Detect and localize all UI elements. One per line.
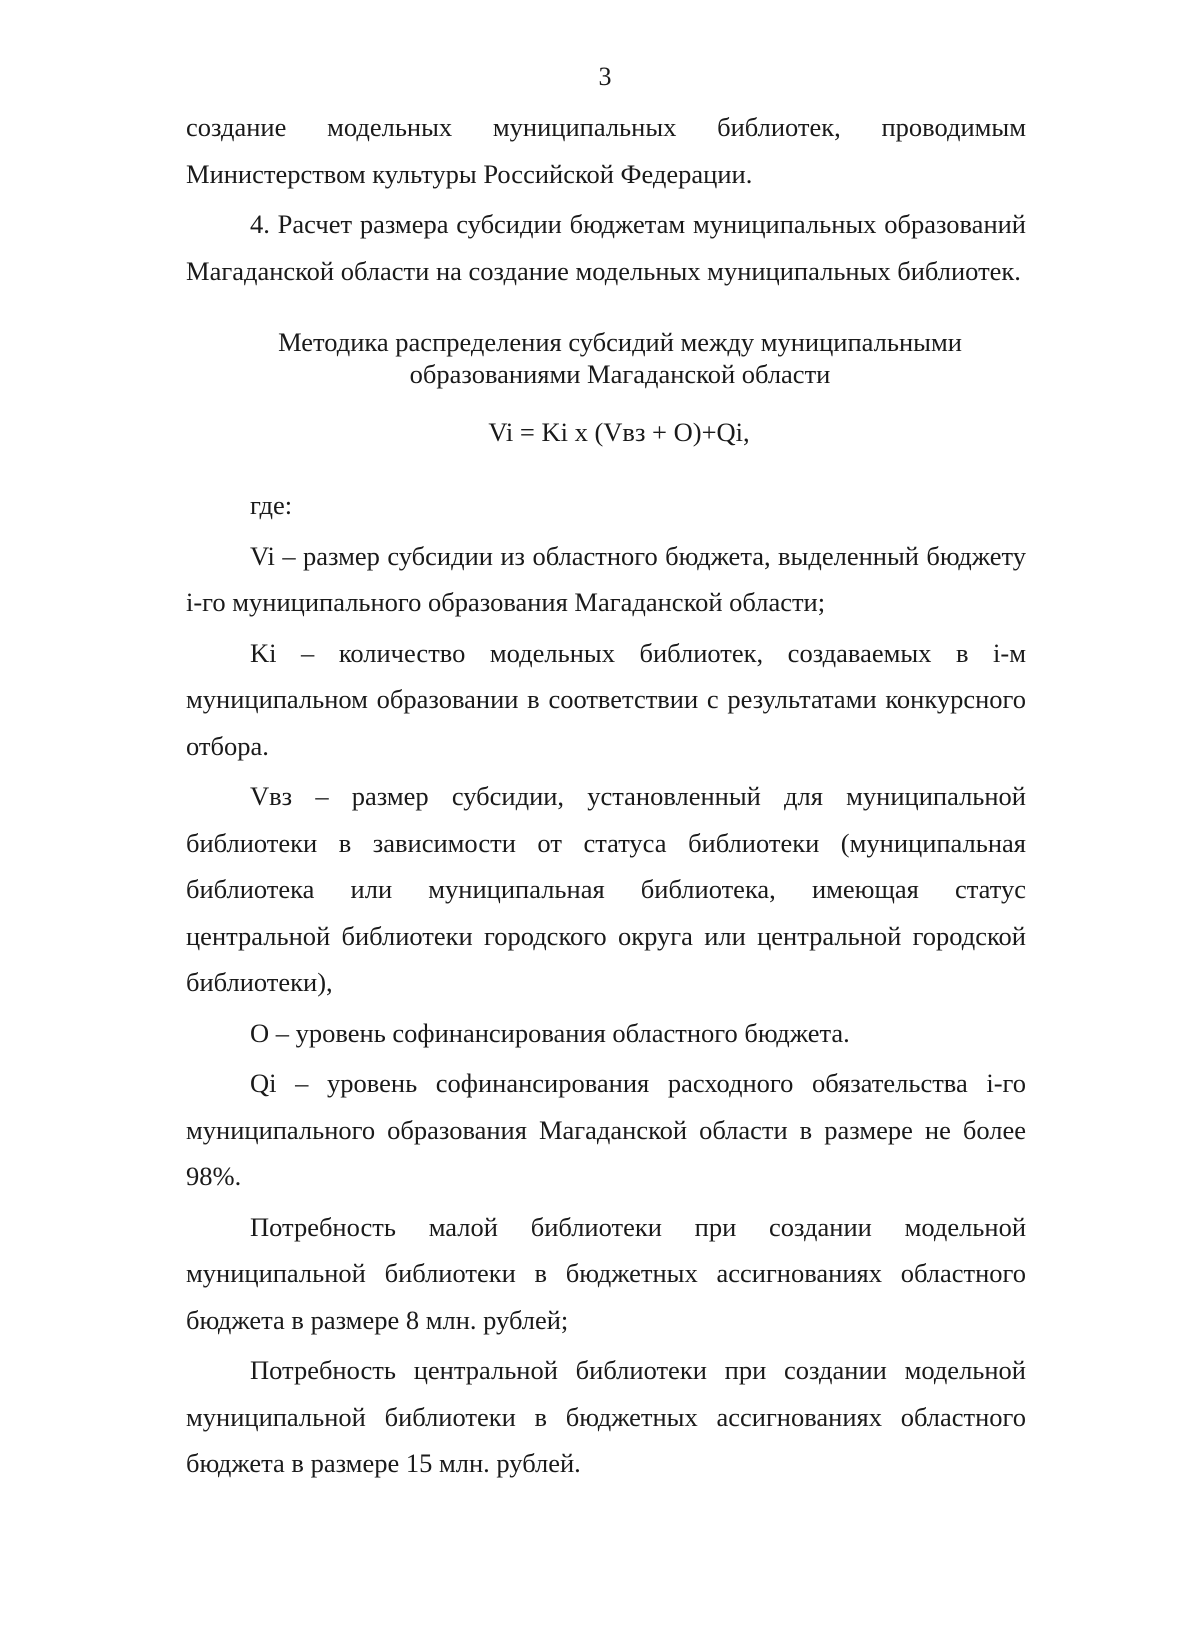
methodology-heading-line-1: Методика распределения субсидий между муниципальными: [278, 327, 962, 357]
need-central-library: Потребность центральной библиотеки при создании модельной муниципальной библиотеки в бюджетных ассигнованиях областного бюджета в размере 15 млн. рублей.: [186, 1355, 1026, 1478]
subsidy-formula: Vi = Ki x (Vвз + O)+Qi,: [488, 417, 750, 447]
paragraph-section-4: 4. Расчет размера субсидии бюджетам муниципальных образований Магаданской области на создание модельных муниципальных библиотек.: [186, 209, 1026, 286]
definition-ki: Ki – количество модельных библиотек, создаваемых в i-м муниципальном образовании в соответствии с результатами конкурсного отбора.: [186, 637, 1026, 761]
methodology-heading-line-2: образованиями Магаданской области: [409, 359, 831, 389]
definition-vi: Vi – размер субсидии из областного бюджета, выделенный бюджету i-го муниципального образования Магаданской области;: [186, 540, 1026, 617]
definition-qi: Qi – уровень софинансирования расходного обязательства i-го муниципального образования Магаданской области в размере не более 98%.: [186, 1068, 1026, 1191]
definition-vvz: Vвз – размер субсидии, установленный для муниципальной библиотеки в зависимости от статуса библиотеки (муниципальная библиотека или муниципальная библиотека, имеющая статус центральной библиотеки городского округа или центральной городской библиотеки),: [186, 781, 1026, 997]
paragraph-continuation: создание модельных муниципальных библиотек, проводимым Министерством культуры Российской Федерации.: [186, 112, 1026, 189]
definition-o: O – уровень софинансирования областного бюджета.: [250, 1017, 850, 1048]
need-small-library: Потребность малой библиотеки при создании модельной муниципальной библиотеки в бюджетных ассигнованиях областного бюджета в размере 8 млн. рублей;: [186, 1211, 1026, 1335]
methodology-heading: [186, 326, 1026, 390]
document-body: [186, 104, 1026, 1487]
page-number: 3: [598, 62, 612, 91]
where-label: где:: [250, 490, 293, 520]
